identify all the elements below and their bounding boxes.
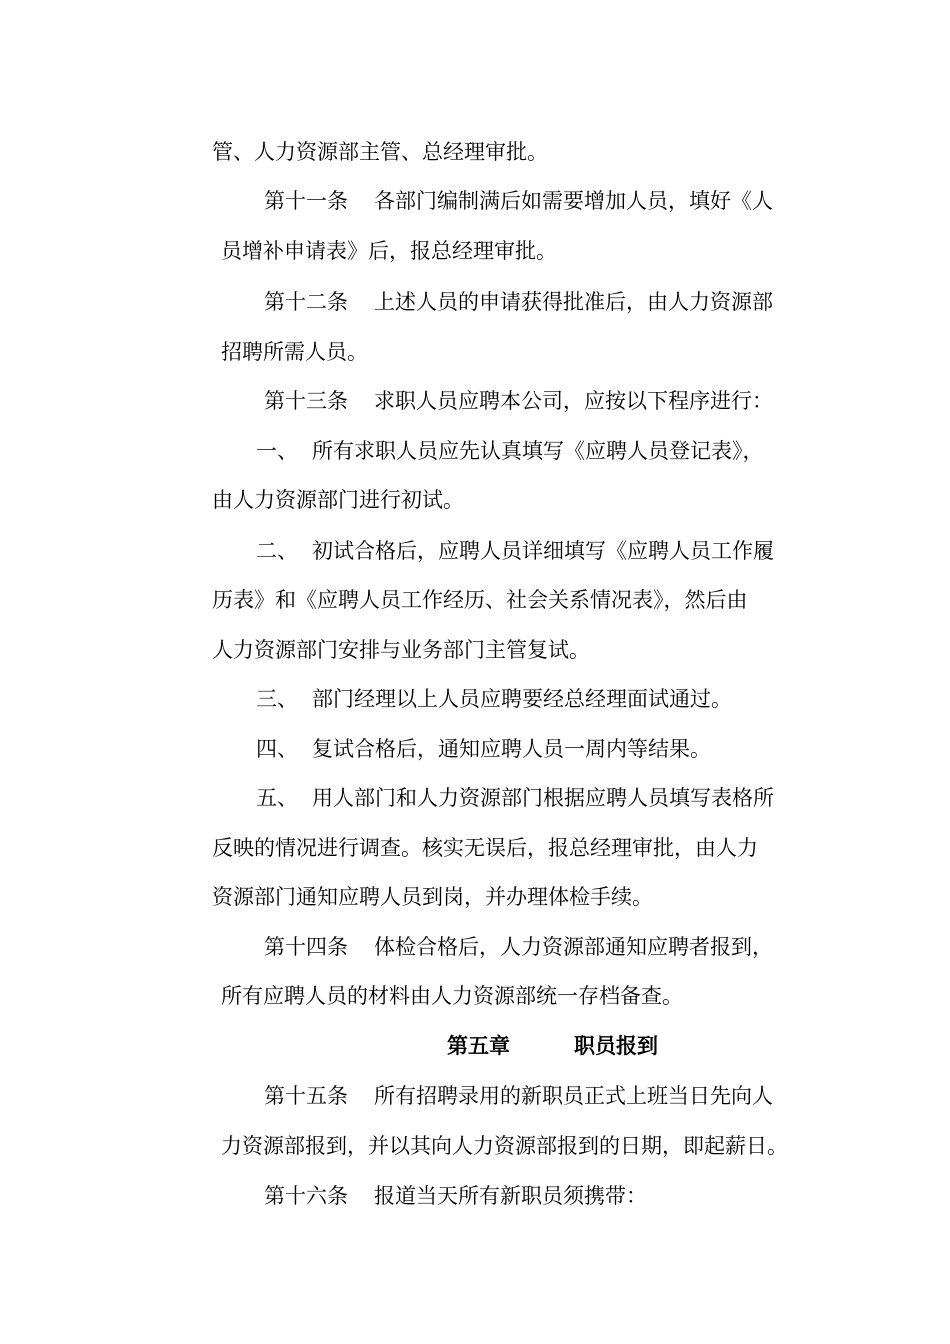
text-line: 管、人力资源部主管、总经理审批。 [212,140,548,164]
text-line: 招聘所需人员。 [221,340,368,364]
article-label: 第十五条 [264,1084,348,1108]
article-label: 第十一条 [264,189,348,213]
chapter-title: 职员报到 [574,1034,658,1058]
item-text: 初试合格后，应聘人员详细填写《应聘人员工作履 [312,539,774,563]
item-number: 一、 [256,439,298,463]
text-line: 历表》和《应聘人员工作经历、社会关系情况表》，然后由 [212,588,748,612]
text-line: 人力资源部门安排与业务部门主管复试。 [212,638,590,662]
text-line: 由人力资源部门进行初试。 [212,488,464,512]
article-12 [264,288,773,316]
article-text: 报道当天所有新职员须携带： [374,1184,647,1208]
item-number: 二、 [256,539,298,563]
item-text: 复试合格后，通知应聘人员一周内等结果。 [312,737,711,761]
text-line: 力资源部报到，并以其向人力资源部报到的日期，即起薪日。 [221,1134,788,1158]
article-label: 第十二条 [264,290,348,314]
item-number: 三、 [256,687,298,711]
list-item-3 [256,685,732,713]
chapter-heading [447,1032,658,1060]
text-line: 反映的情况进行调查。核实无误后，报总经理审批，由人力 [212,836,758,860]
article-label: 第十四条 [264,935,348,959]
article-text: 求职人员应聘本公司，应按以下程序进行： [374,389,773,413]
item-text: 部门经理以上人员应聘要经总经理面试通过。 [312,687,732,711]
chapter-number: 第五章 [447,1034,510,1058]
item-number: 四、 [256,737,298,761]
text-line: 员增补申请表》后，报总经理审批。 [221,239,557,263]
article-11 [264,187,773,215]
list-item-4 [256,735,711,763]
text-line: 所有应聘人员的材料由人力资源部统一存档备查。 [221,984,683,1008]
text-line: 资源部门通知应聘人员到岗，并办理体检手续。 [212,885,653,909]
item-number: 五、 [256,786,298,810]
list-item-1 [256,437,764,465]
article-14 [264,933,773,961]
item-text: 用人部门和人力资源部门根据应聘人员填写表格所 [312,786,774,810]
article-text: 上述人员的申请获得批准后，由人力资源部 [374,290,773,314]
article-text: 体检合格后，人力资源部通知应聘者报到， [374,935,773,959]
article-text: 各部门编制满后如需要增加人员，填好《人 [374,189,773,213]
list-item-5 [256,784,774,812]
article-16 [264,1182,647,1210]
article-13 [264,387,773,415]
article-label: 第十六条 [264,1184,348,1208]
article-label: 第十三条 [264,389,348,413]
article-text: 所有招聘录用的新职员正式上班当日先向人 [374,1084,773,1108]
item-text: 所有求职人员应先认真填写《应聘人员登记表》， [312,439,764,463]
list-item-2 [256,537,774,565]
article-15 [264,1082,773,1110]
